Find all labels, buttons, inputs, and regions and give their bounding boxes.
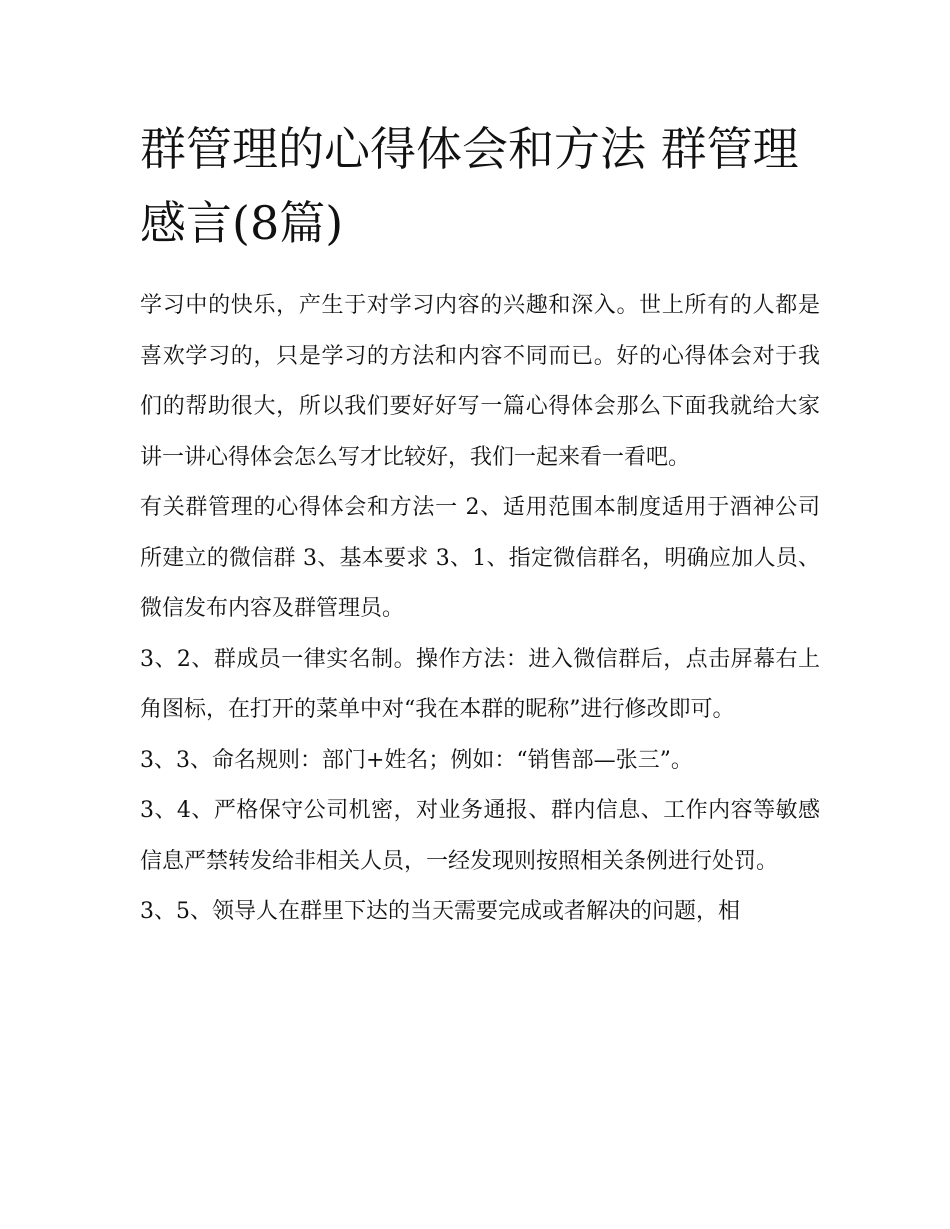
paragraph-rule-3-3: 3、3、命名规则：部门+姓名；例如：“销售部—张三”。 <box>140 747 693 773</box>
paragraph-intro: 学习中的快乐，产生于对学习内容的兴趣和深入。世上所有的人都是喜欢学习的，只是学习的方法和内容不同而已。好的心得体会对于我们的帮助很大，所以我们要好好写一篇心得体会那么下面我就给大家讲一讲心得体会怎么写才比较好，我们一起来看一看吧。 <box>140 293 820 470</box>
paragraph-scope: 有关群管理的心得体会和方法一 2、适用范围本制度适用于酒神公司所建立的微信群 3、基本要求 3、1、指定微信群名，明确应加人员、微信发布内容及群管理员。 <box>140 495 820 621</box>
paragraph-rule-3-5: 3、5、领导人在群里下达的当天需要完成或者解决的问题，相 <box>140 899 740 924</box>
paragraph-rule-3-4: 3、4、严格保守公司机密，对业务通报、群内信息、工作内容等敏感信息严禁转发给非相关人员，一经发现则按照相关条例进行处罚。 <box>140 798 820 874</box>
paragraph-rule-3-2: 3、2、群成员一律实名制。操作方法：进入微信群后，点击屏幕右上角图标，在打开的菜单中对“我在本群的昵称”进行修改即可。 <box>140 646 820 722</box>
document-title: 群管理的心得体会和方法 群管理感言(8篇) <box>140 122 799 250</box>
document-body <box>140 281 820 938</box>
